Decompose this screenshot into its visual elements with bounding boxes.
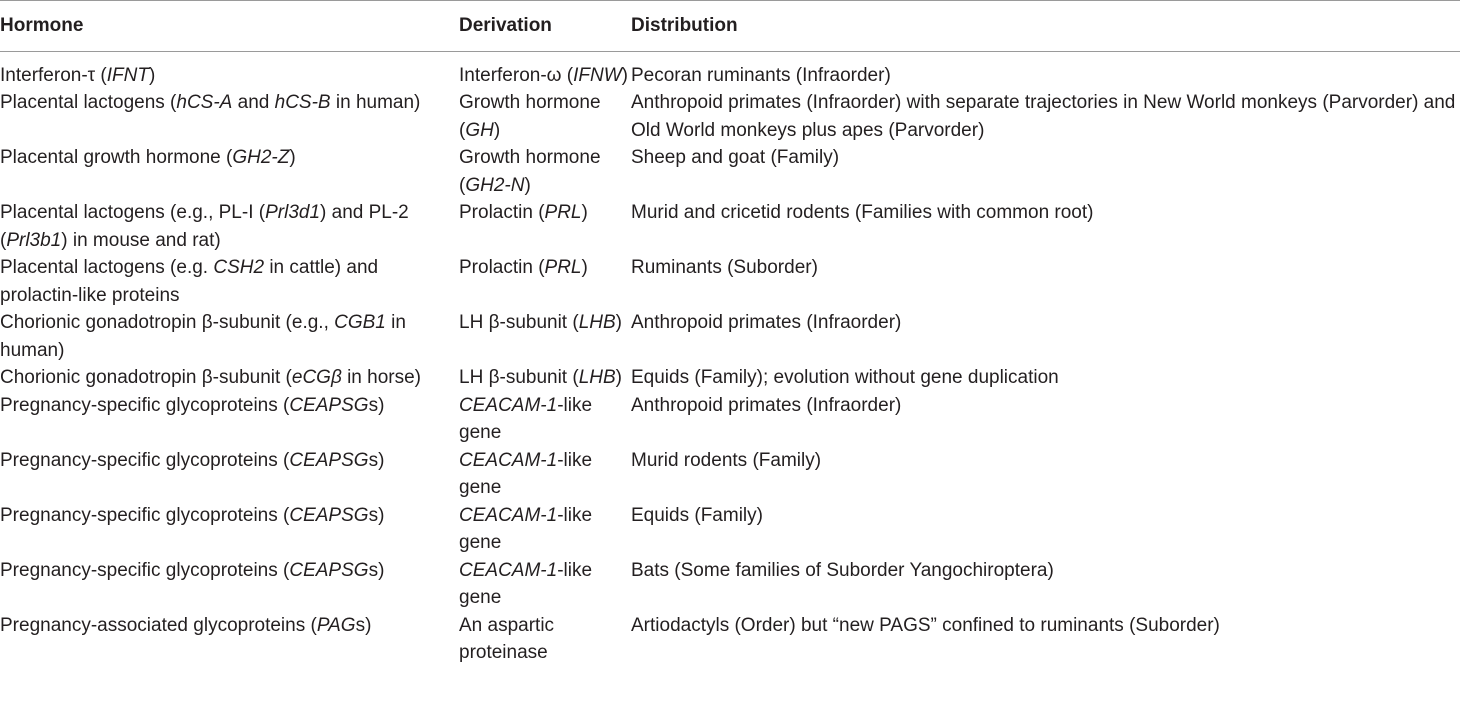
italic-gene-name: PRL	[544, 257, 582, 278]
table-row	[0, 51, 1460, 89]
cell-hormone: Pregnancy-specific glycoproteins (CEAPSGs)	[0, 504, 385, 526]
table-row	[0, 612, 1460, 667]
cell-derivation: CEACAM-1-like gene	[459, 394, 593, 443]
table-row	[0, 199, 1460, 254]
cell-hormone: Chorionic gonadotropin β-subunit (eCGβ in horse)	[0, 367, 421, 388]
cell-hormone: Pregnancy-specific glycoproteins (CEAPSGs)	[0, 559, 385, 581]
header-row	[0, 1, 1460, 52]
cell-distribution: Murid rodents (Family)	[631, 449, 822, 471]
cell-distribution: Anthropoid primates (Infraorder) with separate trajectories in New World monkeys (Parvorder) and Old World monkeys plus apes (Parvorder)	[631, 92, 1456, 141]
cell-distribution: Murid and cricetid rodents (Families with common root)	[631, 202, 1094, 223]
italic-gene-name: PAG	[316, 614, 356, 636]
italic-gene-name: CEAPSG	[289, 394, 369, 416]
cell-distribution: Anthropoid primates (Infraorder)	[631, 312, 902, 333]
cell-derivation: CEACAM-1-like gene	[459, 449, 593, 498]
table-row	[0, 89, 1460, 144]
italic-gene-name: PRL	[544, 202, 582, 223]
italic-gene-name: eCGβ	[291, 367, 342, 388]
italic-gene-name: CEACAM-1	[459, 394, 558, 416]
italic-gene-name: Prl3d1	[265, 202, 321, 223]
table-row	[0, 309, 1460, 364]
cell-distribution: Anthropoid primates (Infraorder)	[631, 394, 902, 416]
cell-derivation: Prolactin (PRL)	[459, 257, 588, 278]
cell-derivation: Growth hormone (GH2-N)	[459, 147, 601, 196]
cell-distribution: Artiodactyls (Order) but “new PAGS” confined to ruminants (Suborder)	[631, 614, 1220, 636]
cell-hormone: Pregnancy-specific glycoproteins (CEAPSGs)	[0, 449, 385, 471]
cell-distribution: Equids (Family); evolution without gene duplication	[631, 367, 1059, 388]
italic-gene-name: CSH2	[213, 257, 265, 278]
cell-distribution: Sheep and goat (Family)	[631, 147, 840, 168]
header-hormone: Hormone	[0, 15, 84, 36]
italic-gene-name: CEACAM-1	[459, 449, 558, 471]
cell-distribution: Pecoran ruminants (Infraorder)	[631, 64, 891, 86]
italic-gene-name: GH	[465, 119, 494, 141]
cell-hormone: Placental growth hormone (GH2-Z)	[0, 147, 296, 168]
cell-hormone: Placental lactogens (e.g. CSH2 in cattle) and prolactin-like proteins	[0, 257, 379, 306]
cell-derivation: Prolactin (PRL)	[459, 202, 588, 223]
cell-hormone: Interferon-τ (IFNT)	[0, 64, 156, 86]
table-row	[0, 392, 1460, 447]
cell-derivation: CEACAM-1-like gene	[459, 504, 593, 553]
italic-gene-name: CEAPSG	[289, 559, 369, 581]
cell-hormone: Pregnancy-associated glycoproteins (PAGs)	[0, 614, 372, 636]
italic-gene-name: Prl3b1	[6, 229, 62, 251]
cell-derivation: LH β-subunit (LHB)	[459, 367, 622, 388]
italic-gene-name: CEACAM-1	[459, 504, 558, 526]
cell-derivation: Interferon-ω (IFNW)	[459, 64, 628, 86]
cell-hormone: Pregnancy-specific glycoproteins (CEAPSGs)	[0, 394, 385, 416]
table-row	[0, 502, 1460, 557]
italic-gene-name: LHB	[578, 367, 616, 388]
cell-distribution: Equids (Family)	[631, 504, 763, 526]
italic-gene-name: CEAPSG	[289, 504, 369, 526]
italic-gene-name: hCS-A	[176, 92, 233, 113]
italic-gene-name: CEAPSG	[289, 449, 369, 471]
italic-gene-name: IFNT	[106, 64, 149, 86]
cell-distribution: Bats (Some families of Suborder Yangochiroptera)	[631, 559, 1054, 581]
italic-gene-name: CEACAM-1	[459, 559, 558, 581]
cell-derivation: Growth hormone (GH)	[459, 92, 601, 141]
italic-gene-name: hCS-B	[274, 92, 331, 113]
table-row	[0, 254, 1460, 309]
table-row	[0, 447, 1460, 502]
cell-derivation: LH β-subunit (LHB)	[459, 312, 622, 333]
italic-gene-name: GH2-N	[465, 174, 525, 196]
italic-gene-name: CGB1	[334, 312, 386, 333]
cell-derivation: An aspartic proteinase	[459, 614, 555, 663]
table-row	[0, 144, 1460, 199]
cell-derivation: CEACAM-1-like gene	[459, 559, 593, 608]
cell-distribution: Ruminants (Suborder)	[631, 257, 818, 278]
italic-gene-name: LHB	[578, 312, 616, 333]
header-distribution: Distribution	[631, 15, 738, 36]
cell-hormone: Placental lactogens (hCS-A and hCS-B in human)	[0, 92, 421, 113]
cell-hormone: Chorionic gonadotropin β-subunit (e.g., CGB1 in human)	[0, 312, 406, 361]
header-derivation: Derivation	[459, 15, 552, 36]
italic-gene-name: IFNW	[573, 64, 622, 86]
table-header	[0, 1, 1460, 52]
italic-gene-name: GH2-Z	[232, 147, 290, 168]
table-body	[0, 51, 1460, 667]
table-row	[0, 364, 1460, 392]
table-row	[0, 557, 1460, 612]
cell-hormone: Placental lactogens (e.g., PL-I (Prl3d1) and PL-2 (Prl3b1) in mouse and rat)	[0, 202, 409, 251]
